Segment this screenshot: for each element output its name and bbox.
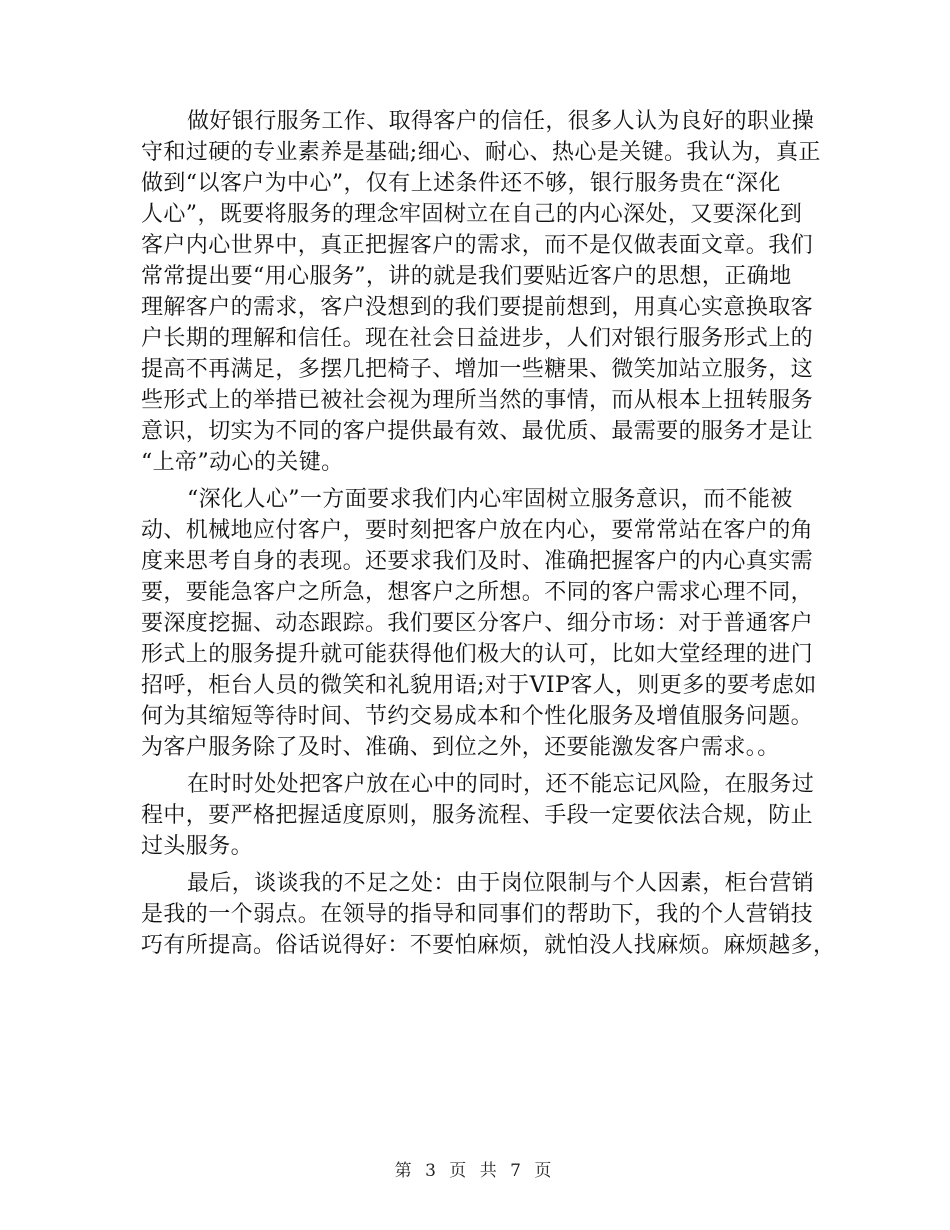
text-line: 为客户服务除了及时、准确、到位之外，还要能激发客户需求。。 [141, 735, 780, 760]
text-line: 人心”，既要将服务的理念牢固树立在自己的内心深处，又要深化到 [141, 202, 803, 227]
text-line: 常常提出要“用心服务”，讲的就是我们要贴近客户的思想，正确地 [141, 264, 792, 289]
text-line: “上帝”动心的关键。 [141, 450, 344, 475]
text-line: 动、机械地应付客户，要时刻把客户放在内心，要常常站在客户的角 [141, 518, 814, 543]
text-line: “深化人心”一方面要求我们内心牢固树立服务意识，而不能被 [187, 487, 793, 512]
text-line: 做好银行服务工作、取得客户的信任，很多人认为良好的职业操 [187, 109, 815, 134]
text-line: 程中，要严格把握适度原则，服务流程、手段一定要依法合规，防止 [141, 803, 814, 828]
text-line: 最后，谈谈我的不足之处：由于岗位限制与个人因素，柜台营销 [187, 871, 815, 896]
paragraph-4 [141, 868, 836, 961]
page-number-footer: 第 3 页 共 7 页 [394, 1161, 556, 1181]
text-line: 要深度挖掘、动态跟踪。我们要区分客户、细分市场：对于普通客户 [141, 611, 814, 636]
text-line: 意识，切实为不同的客户提供最有效、最优质、最需要的服务才是让 [141, 419, 814, 444]
paragraph-1 [141, 106, 821, 478]
text-line: 客户内心世界中，真正把握客户的需求，而不是仅做表面文章。我们 [141, 233, 814, 258]
text-line: 过头服务。 [141, 834, 254, 859]
text-line: 巧有所提高。俗话说得好：不要怕麻烦，就怕没人找麻烦。麻烦越多， [141, 933, 836, 958]
text-line: 度来思考自身的表现。还要求我们及时、准确把握客户的内心真实需 [141, 549, 814, 574]
text-line: 提高不再满足，多摆几把椅子、增加一些糖果、微笑加站立服务，这 [141, 357, 814, 382]
text-line: 些形式上的举措已被社会视为理所当然的事情，而从根本上扭转服务 [141, 388, 814, 413]
text-line: 何为其缩短等待时间、节约交易成本和个性化服务及增值服务问题。 [141, 704, 814, 729]
paragraph-2 [141, 484, 817, 763]
document-body [141, 106, 836, 961]
text-line: 守和过硬的专业素养是基础;细心、耐心、热心是关键。我认为，真正 [141, 140, 821, 165]
text-line: 做到“以客户为中心”，仅有上述条件还不够，银行服务贵在“深化 [141, 171, 781, 196]
text-line: 要，要能急客户之所急，想客户之所想。不同的客户需求心理不同， [141, 580, 814, 605]
text-line: 理解客户的需求，客户没想到的我们要提前想到，用真心实意换取客 [141, 295, 814, 320]
text-line: 形式上的服务提升就可能获得他们极大的认可，比如大堂经理的进门 [141, 642, 814, 667]
paragraph-3 [141, 769, 815, 862]
text-line: 户长期的理解和信任。现在社会日益进步，人们对银行服务形式上的 [141, 326, 814, 351]
text-line: 是我的一个弱点。在领导的指导和同事们的帮助下，我的个人营销技 [141, 902, 814, 927]
text-line: 在时时处处把客户放在心中的同时，还不能忘记风险，在服务过 [187, 772, 815, 797]
text-line: 招呼，柜台人员的微笑和礼貌用语;对于VIP客人，则更多的要考虑如 [141, 673, 817, 698]
